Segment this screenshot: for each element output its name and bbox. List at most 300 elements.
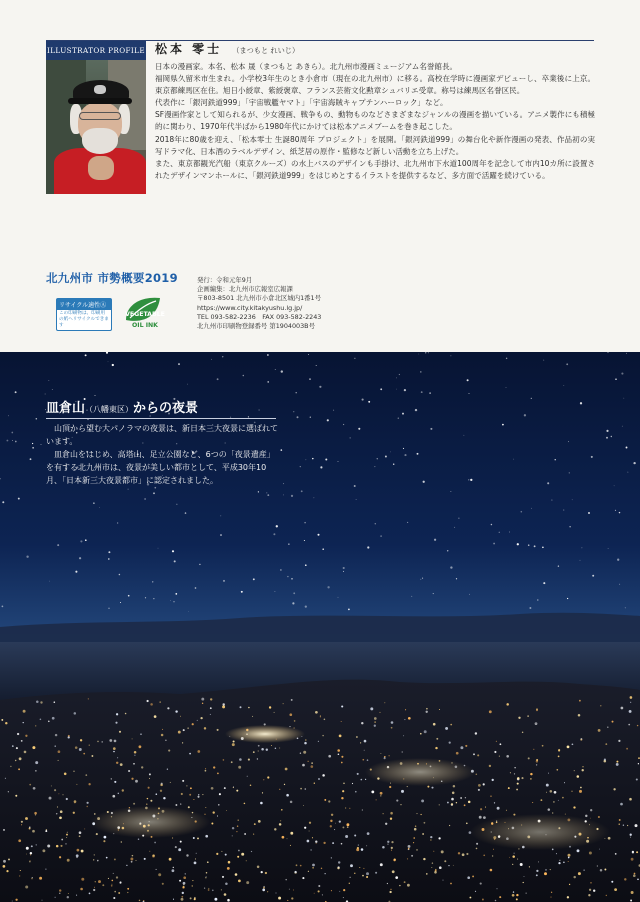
city-light (172, 869, 175, 872)
city-light (387, 841, 389, 843)
city-light (35, 761, 38, 764)
city-light (267, 891, 268, 892)
city-light (216, 853, 218, 855)
city-light (318, 778, 320, 780)
city-light (30, 852, 32, 854)
city-light (274, 712, 275, 713)
city-light (202, 703, 203, 704)
city-light (527, 715, 528, 716)
city-light (51, 785, 52, 786)
city-light (68, 893, 69, 894)
star (258, 491, 259, 492)
city-light (228, 861, 231, 864)
star (93, 502, 95, 504)
star (491, 524, 493, 526)
star (592, 575, 594, 577)
city-light (468, 801, 471, 804)
city-light (187, 727, 188, 728)
city-light (510, 772, 511, 773)
star (399, 374, 400, 375)
city-light (558, 862, 560, 864)
city-light (577, 849, 580, 852)
city-light (550, 869, 551, 870)
city-light (562, 797, 564, 799)
city-light (536, 870, 538, 872)
star (450, 355, 451, 356)
city-light (204, 887, 205, 888)
city-light (636, 851, 638, 853)
city-light (350, 877, 351, 878)
city-light (94, 813, 95, 814)
city-light (175, 846, 177, 848)
city-light (497, 888, 498, 889)
city-light (499, 756, 500, 757)
city-light (489, 765, 491, 767)
city-light (89, 745, 90, 746)
city-light (23, 710, 26, 713)
city-light (629, 798, 632, 801)
star (418, 354, 419, 355)
star (403, 448, 404, 449)
city-light (579, 790, 582, 793)
city-light (590, 809, 592, 811)
city-light (237, 825, 238, 826)
star (626, 447, 628, 449)
city-light (291, 897, 293, 899)
city-light (420, 733, 422, 735)
city-light (620, 803, 623, 806)
city-light (496, 741, 497, 742)
star (568, 441, 569, 442)
star (11, 432, 13, 434)
city-light (197, 796, 199, 798)
star (572, 499, 573, 500)
city-light (380, 863, 383, 866)
star (32, 447, 33, 448)
city-light (215, 899, 216, 900)
star (316, 365, 317, 366)
star (537, 599, 538, 600)
city-light (211, 787, 214, 790)
city-light (12, 901, 13, 902)
profile-label: ILLUSTRATOR PROFILE (46, 41, 146, 60)
city-light (217, 773, 219, 775)
city-light (480, 808, 482, 810)
star (295, 392, 296, 393)
star (385, 456, 387, 458)
city-light (218, 804, 219, 805)
city-light (483, 816, 486, 819)
city-light (197, 720, 198, 721)
city-light (134, 751, 137, 754)
star (273, 533, 275, 535)
city-light (141, 766, 143, 768)
city-light (114, 891, 116, 893)
city-light (138, 839, 139, 840)
city-light (279, 747, 280, 748)
city-light (150, 703, 153, 706)
city-light (17, 733, 19, 735)
city-light (289, 713, 292, 716)
city-light (424, 822, 426, 824)
star (320, 466, 322, 468)
city-light (131, 778, 133, 780)
star (48, 380, 49, 381)
city-light (585, 815, 587, 817)
city-light (283, 703, 284, 704)
city-light (165, 740, 167, 742)
city-light (404, 719, 405, 720)
city-light (162, 883, 164, 885)
city-light (59, 893, 60, 894)
star (411, 596, 412, 597)
city-light (238, 820, 239, 821)
city-light (149, 851, 150, 852)
city-light (290, 845, 291, 846)
star (80, 540, 82, 542)
star (622, 426, 623, 427)
city-light (637, 725, 638, 726)
city-light (222, 705, 225, 708)
city-light (513, 891, 514, 892)
city-light (188, 806, 190, 808)
city-light (49, 797, 52, 800)
city-light (144, 858, 146, 860)
city-light (362, 809, 363, 810)
city-light (76, 854, 79, 857)
city-light (490, 796, 491, 797)
city-light (236, 831, 237, 832)
star (220, 516, 221, 517)
star (75, 571, 77, 573)
city-light (192, 723, 194, 725)
city-light (318, 890, 320, 892)
city-light (356, 736, 358, 738)
city-light (266, 749, 268, 751)
city-light (535, 722, 538, 725)
star (633, 462, 635, 464)
city-light (604, 869, 606, 871)
colophon-line: 〒803-8501 北九州市小倉北区城内1番1号 (197, 294, 322, 303)
city-light (73, 812, 75, 814)
star (569, 472, 570, 473)
star (2, 501, 4, 503)
city-light (66, 834, 68, 836)
city-light (439, 804, 440, 805)
city-light (371, 790, 374, 793)
city-light (598, 816, 600, 818)
city-light (163, 797, 165, 799)
star (280, 569, 281, 570)
bio-paragraph: SF漫画作家として知られるが、少女漫画、戦争もの、動物ものなどさまざまなジャンルの漫画を描いている。アニメ製作にも積極的に関わり、1970年代半ばから1980年代にかけては松本アニメブームを巻き起こした。 (155, 110, 595, 132)
city-light (35, 725, 36, 726)
city-light (300, 788, 302, 790)
city-light (545, 869, 546, 870)
city-light (8, 858, 10, 860)
city-light (111, 778, 112, 779)
colophon-line: 企画編集：北九州市広報室広報課 (197, 285, 293, 294)
city-light (181, 793, 183, 795)
city-light (489, 710, 492, 713)
city-light (59, 816, 62, 819)
city-light (132, 738, 133, 739)
city-light (338, 753, 340, 755)
city-light (192, 880, 193, 881)
star (85, 354, 87, 356)
city-light (449, 741, 451, 743)
city-light (227, 899, 230, 902)
city-light (391, 721, 394, 724)
city-light (25, 817, 28, 820)
star (310, 417, 311, 418)
city-light (629, 710, 632, 713)
star (243, 375, 245, 377)
illustrator-name: 松本 零士 (155, 42, 223, 56)
city-light (217, 815, 218, 816)
star (606, 437, 608, 439)
city-light (193, 799, 194, 800)
city-light (380, 795, 381, 796)
city-light (314, 783, 315, 784)
star (615, 379, 616, 380)
city-light (133, 803, 135, 805)
star (30, 458, 32, 460)
city-light (200, 717, 202, 719)
city-light (196, 853, 197, 854)
city-light (238, 766, 241, 769)
city-light (391, 727, 393, 729)
city-light (485, 807, 486, 808)
star (402, 413, 404, 415)
city-light (402, 751, 403, 752)
city-light (154, 715, 157, 718)
city-light (238, 880, 241, 883)
city-light (251, 851, 252, 852)
star (542, 546, 544, 548)
star (513, 459, 514, 460)
city-light (116, 762, 118, 764)
city-light (246, 860, 247, 861)
star (308, 354, 309, 355)
city-light (67, 896, 69, 898)
city-light (427, 786, 429, 788)
city-light (384, 757, 386, 759)
star (606, 430, 608, 432)
city-light (159, 701, 161, 703)
city-light (26, 847, 29, 850)
colophon-line: TEL 093-582-2236 FAX 093-582-2243 (197, 312, 322, 321)
city-light (577, 775, 580, 778)
city-light (524, 876, 525, 877)
city-light (630, 834, 632, 836)
city-light (205, 835, 208, 838)
city-light (554, 791, 557, 794)
city-light (87, 806, 88, 807)
city-light (93, 859, 94, 860)
city-light (108, 878, 109, 879)
city-light (422, 833, 424, 835)
city-light (212, 889, 214, 891)
city-light (281, 809, 283, 811)
city-light (56, 813, 57, 814)
city-light (302, 877, 304, 879)
city-light (518, 717, 520, 719)
city-light (400, 804, 401, 805)
city-light (407, 786, 408, 787)
city-light (452, 792, 455, 795)
city-light (578, 714, 581, 717)
star (172, 550, 174, 552)
city-light (343, 889, 345, 891)
city-light (64, 773, 67, 776)
city-light (5, 722, 7, 724)
city-light (121, 841, 122, 842)
star (415, 409, 417, 411)
city-light (450, 883, 452, 885)
star (343, 567, 345, 569)
city-light (149, 778, 150, 779)
publication-logos (46, 270, 198, 329)
city-light (328, 755, 331, 758)
city-light (343, 897, 344, 898)
city-light (533, 749, 534, 750)
city-light (150, 800, 152, 802)
city-light (307, 840, 310, 843)
city-light (615, 853, 617, 855)
city-light (506, 703, 509, 706)
city-light (16, 747, 18, 749)
city-light (476, 848, 478, 850)
city-light (500, 743, 502, 745)
star (158, 548, 159, 549)
city-light (633, 874, 636, 877)
city-light (34, 812, 37, 815)
city-light (3, 865, 6, 868)
city-light (232, 743, 235, 746)
city-light (608, 837, 611, 840)
city-light (244, 833, 246, 835)
night-paragraph: 皿倉山をはじめ、高塔山、足立公園など、6つの「夜景遺産」を有する北九州市は、夜景が美しい都市として、平成30年10月、「日本新三大夜景都市」に認定されました。 (46, 450, 275, 485)
city-light (140, 734, 141, 735)
city-light (248, 707, 250, 709)
city-light (182, 780, 184, 782)
city-light (83, 753, 85, 755)
star (187, 384, 188, 385)
star (580, 560, 581, 561)
star (469, 393, 470, 394)
city-light (558, 756, 560, 758)
star (509, 532, 510, 533)
star (608, 548, 609, 549)
city-light (495, 900, 497, 902)
city-light (79, 748, 82, 751)
star (276, 525, 278, 527)
city-light (516, 789, 518, 791)
city-light (3, 829, 5, 831)
city-light (401, 790, 404, 793)
city-light (96, 833, 98, 835)
city-light (630, 837, 631, 838)
city-light (198, 794, 199, 795)
city-light (84, 828, 85, 829)
city-light (590, 818, 591, 819)
city-light (133, 763, 135, 765)
city-light (289, 889, 290, 890)
star (458, 518, 459, 519)
city-light (190, 787, 192, 789)
city-light (170, 782, 171, 783)
city-light (167, 707, 169, 709)
city-light (404, 881, 406, 883)
city-light (588, 894, 590, 896)
star (128, 489, 129, 490)
star (267, 381, 269, 383)
city-light (182, 886, 184, 888)
city-light (538, 861, 539, 862)
star (223, 580, 225, 582)
city-light (42, 849, 45, 852)
star (464, 435, 465, 436)
city-light (573, 806, 575, 808)
city-light (564, 782, 565, 783)
star (628, 472, 629, 473)
city-light (210, 707, 212, 709)
city-light (360, 742, 361, 743)
city-light (387, 883, 388, 884)
city-light (451, 798, 454, 801)
city-light (10, 766, 11, 767)
city-light (113, 897, 115, 899)
star (368, 401, 370, 403)
city-light (208, 888, 209, 889)
city-light (548, 808, 551, 811)
city-light (60, 845, 62, 847)
city-light (85, 774, 87, 776)
city-light (286, 794, 289, 797)
star (338, 597, 339, 598)
star (356, 499, 357, 500)
city-light (202, 794, 203, 795)
city-light (73, 771, 74, 772)
city-light (637, 878, 639, 880)
star (404, 389, 406, 391)
city-light (387, 844, 388, 845)
city-light (450, 724, 452, 726)
star (362, 399, 364, 401)
illustrator-portrait (46, 60, 146, 194)
city-light (258, 750, 259, 751)
name-reading: （まつもと れいじ） (232, 46, 300, 55)
city-light (226, 810, 227, 811)
city-light (279, 823, 282, 826)
city-light (183, 884, 184, 885)
city-light (572, 743, 574, 745)
city-light (322, 894, 323, 895)
city-light (19, 757, 22, 760)
city-light (514, 767, 515, 768)
city-light (210, 698, 212, 700)
city-light (250, 784, 252, 786)
city-light (55, 897, 56, 898)
city-light (290, 801, 293, 804)
city-light (156, 869, 157, 870)
city-light (578, 872, 581, 875)
star (404, 454, 406, 456)
city-light (31, 878, 32, 879)
city-light (339, 820, 341, 822)
star (153, 598, 154, 599)
star (348, 609, 350, 611)
